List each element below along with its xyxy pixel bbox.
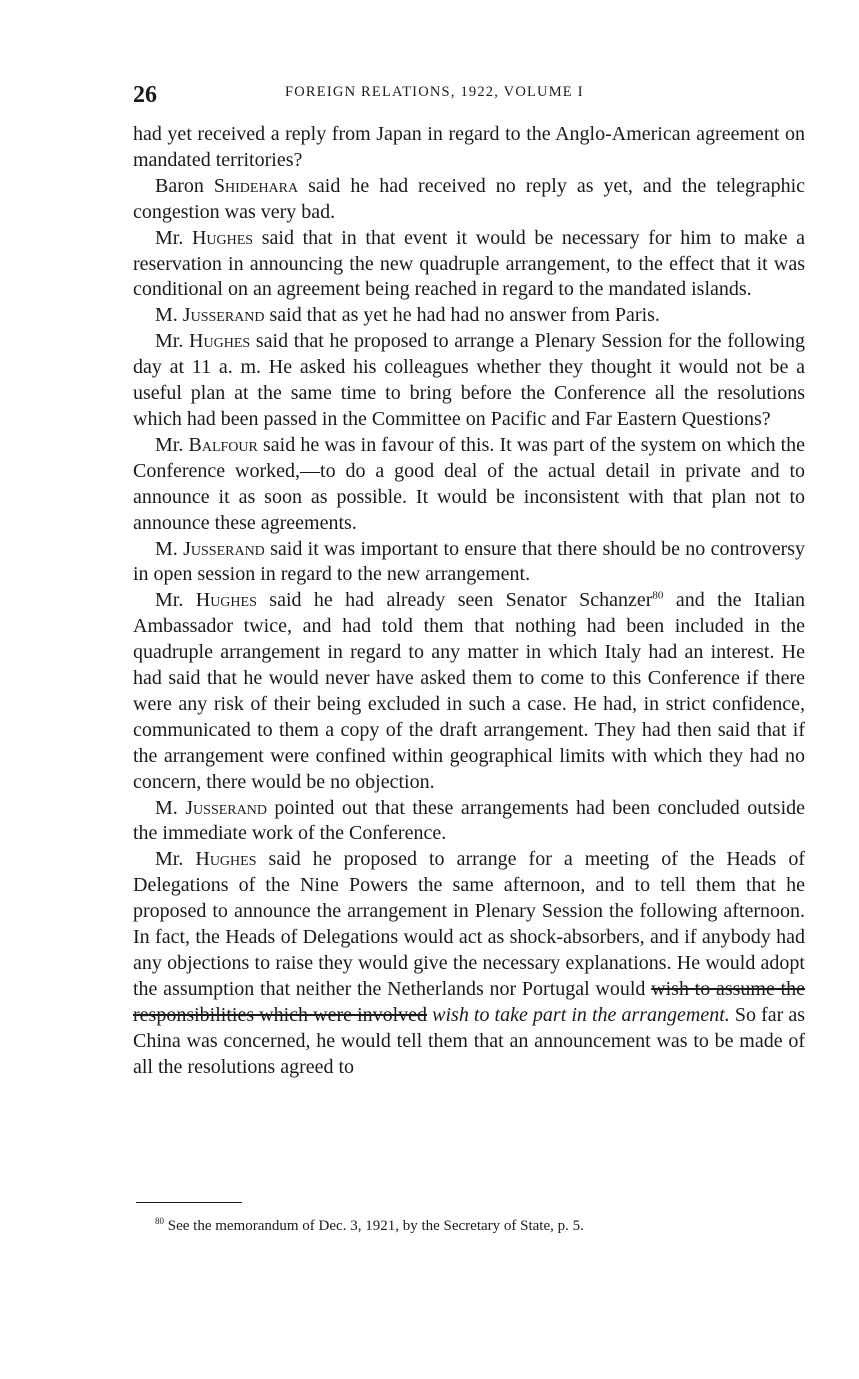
paragraph-3 — [133, 226, 805, 304]
paragraph-7 — [133, 537, 805, 589]
paragraph-text: said he was in favour of this. It was part of the system on which the Conference worked,—to do a good deal of the actual detail in private and to announce it as soon as possible. It would be inconsistent with that plan not to announce these agreements. — [133, 433, 806, 534]
struck-through-text: wish to assume the responsibilities which were involved — [133, 977, 806, 1026]
speaker-name: Hughes — [195, 848, 257, 871]
speaker-prefix: M. — [155, 796, 178, 819]
body-text — [133, 122, 805, 1081]
footnote-text: See the memorandum of Dec. 3, 1921, by the Secretary of State, p. 5. — [167, 1218, 584, 1234]
speaker-prefix: Mr. — [155, 848, 184, 871]
speaker-name: Jusserand — [182, 304, 265, 327]
inserted-italic-text: wish to take part in the arrangement. — [432, 1003, 730, 1026]
paragraph-text: pointed out that these arrangements had been concluded outside the immediate work of the Conference. — [133, 796, 806, 845]
running-head — [133, 78, 805, 114]
footnote-divider — [136, 1202, 242, 1203]
speaker-prefix: M. — [155, 304, 178, 327]
speaker-name: Jusserand — [185, 796, 267, 819]
paragraph-1 — [133, 122, 805, 174]
speaker-prefix: Mr. — [155, 330, 184, 353]
page-number: 26 — [133, 82, 157, 108]
paragraph-text: said that in that event it would be necessary for him to make a reservation in announcing the new quadruple arrangement, to the effect that it was conditional on an agreement being reached in regard to the mandated islands. — [133, 226, 806, 301]
speaker-name: Shidehara — [213, 174, 299, 197]
speaker-prefix: Mr. — [155, 589, 184, 612]
paragraph-10 — [133, 847, 805, 1080]
paragraph-9 — [133, 796, 805, 848]
paragraph-text-continued: So far as China was concerned, he would tell them that an announcement was to be made of all the resolutions agreed to — [133, 1003, 806, 1078]
paragraph-4 — [133, 303, 805, 329]
speaker-prefix: Mr. — [155, 433, 184, 456]
speaker-prefix: Baron — [155, 174, 204, 197]
paragraph-8 — [133, 588, 805, 795]
paragraph-5 — [133, 329, 805, 433]
running-title: FOREIGN RELATIONS, 1922, VOLUME I — [285, 84, 584, 100]
footnote — [155, 1216, 805, 1236]
paragraph-6 — [133, 433, 805, 537]
paragraph-text: said he had already seen Senator Schanzer — [269, 589, 653, 612]
speaker-name: Jusserand — [183, 537, 265, 560]
footnote-reference: 80 — [652, 589, 664, 602]
paragraph-2 — [133, 174, 805, 226]
paragraph-text: said that as yet he had had no answer from Paris. — [269, 304, 660, 327]
paragraph-text: had yet received a reply from Japan in regard to the Anglo-American agreement on mandated territories? — [133, 123, 805, 171]
speaker-name: Hughes — [191, 226, 254, 249]
paragraph-text-continued: and the Italian Ambassador twice, and had told them that nothing had been included in the quadruple arrangement in regard to any matter in which Italy had an interest. He had said that he would never have asked them to come to this Conference if there were any risk of their being excluded in such a case. He had, in strict confidence, communicated to them a copy of the draft arrangement. They had then said that if the arrangement were confined within geographical limits with which they had no concern, there would be no objection. — [133, 589, 806, 793]
speaker-prefix: Mr. — [155, 226, 184, 249]
speaker-name: Balfour — [188, 433, 258, 456]
paragraph-text: said it was important to ensure that there should be no controversy in open session in regard to the new arrangement. — [133, 537, 806, 586]
speaker-name: Hughes — [195, 589, 257, 612]
footnote-mark: 80 — [155, 1216, 164, 1226]
paragraph-text: said he proposed to arrange for a meeting of the Heads of Delegations of the Nine Powers the same afternoon, and to tell them that he proposed to announce the arrangement in Plenary Session the following afternoon. In fact, the Heads of Delegations would act as shock-absorbers, and if anybody had any objections to raise they would give the necessary explanations. He would adopt the assumption that neither the Netherlands nor Portugal would — [133, 848, 806, 1000]
paragraph-text: said he had received no reply as yet, and the telegraphic congestion was very bad. — [133, 174, 806, 223]
paragraph-text: said that he proposed to arrange a Plenary Session for the following day at 11 a. m. He asked his colleagues whether they thought it would not be a useful plan at the same time to bring before the Conference all the resolutions which had been passed in the Committee on Pacific and Far Eastern Questions? — [133, 330, 806, 430]
speaker-prefix: M. — [155, 537, 178, 560]
speaker-name: Hughes — [189, 330, 251, 353]
